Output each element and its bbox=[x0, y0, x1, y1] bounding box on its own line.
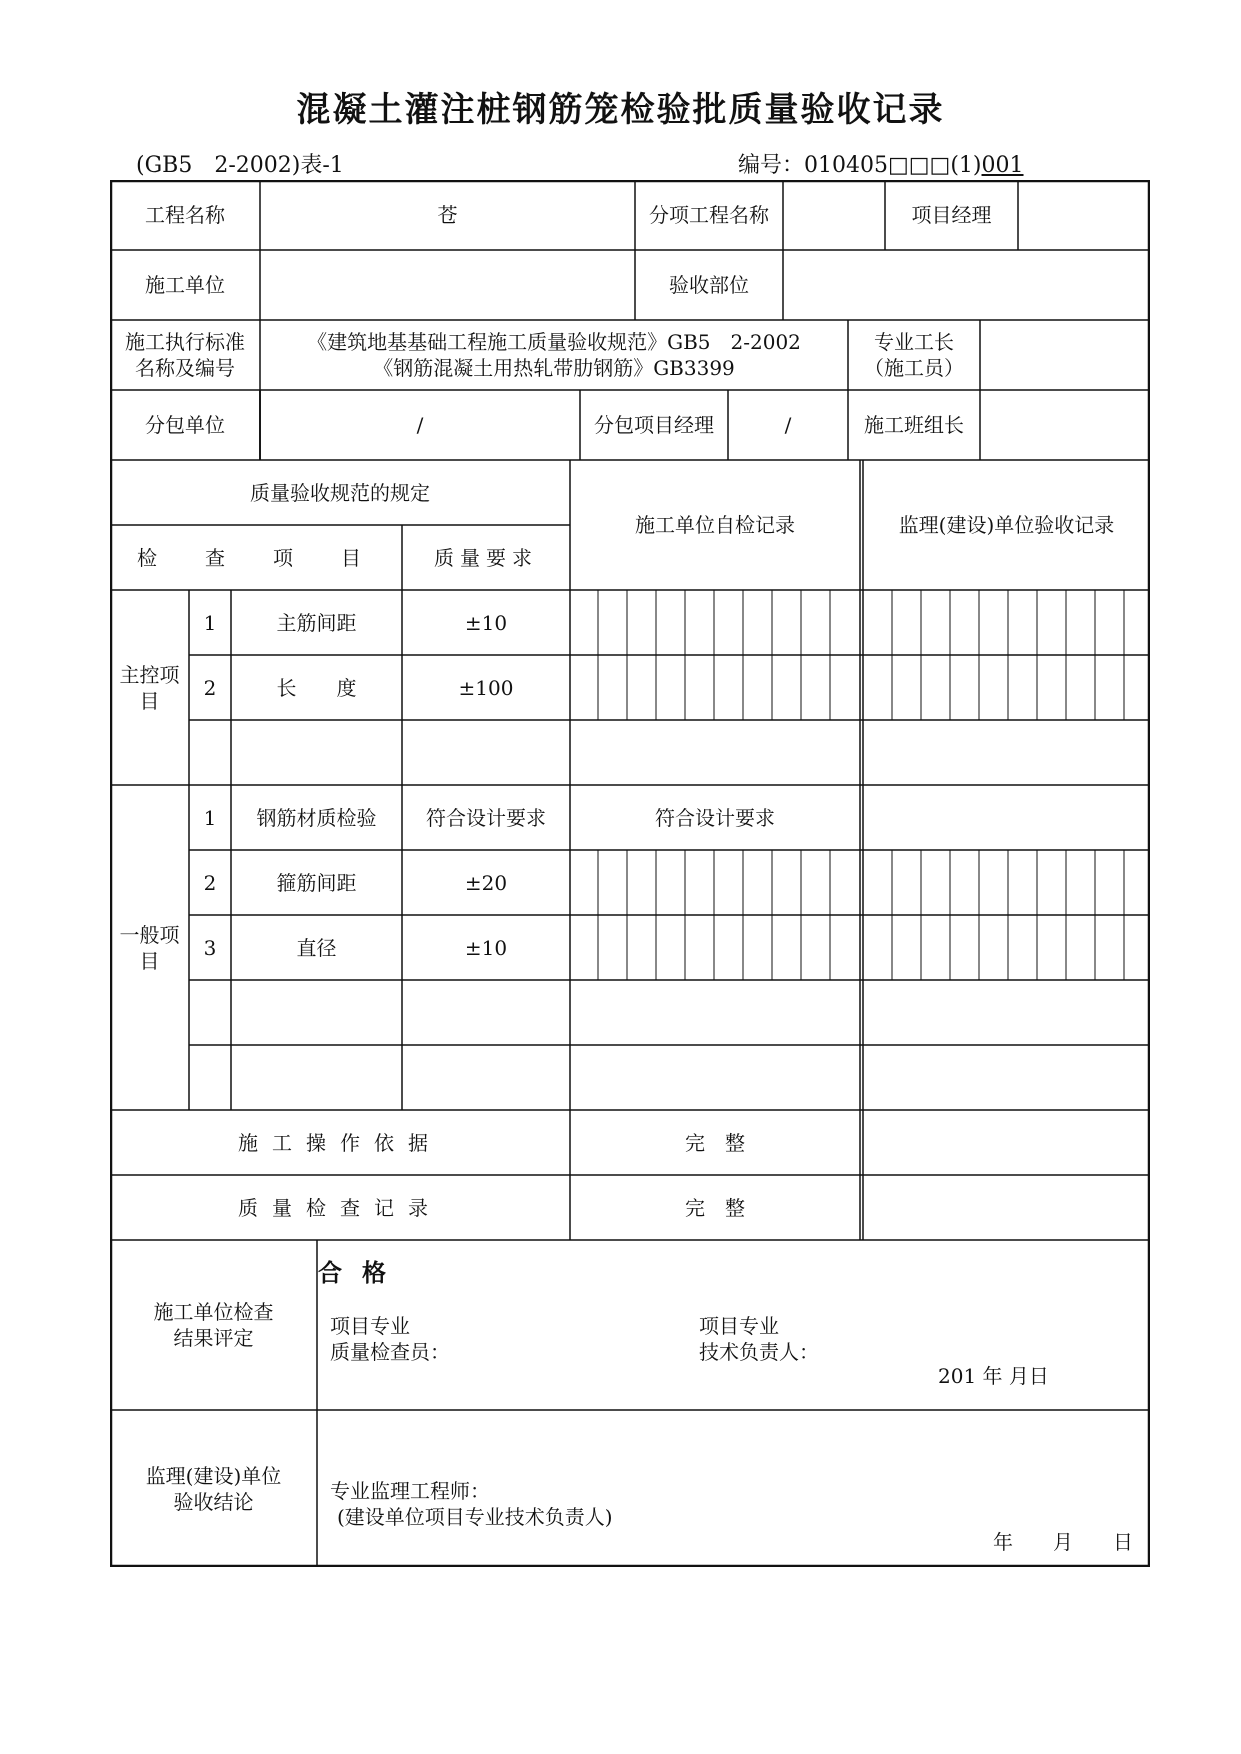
requirement-header: 质量要求 bbox=[434, 545, 538, 570]
main-item-no: 2 bbox=[203, 675, 217, 700]
general-item-record: 符合设计要求 bbox=[655, 805, 775, 830]
project-manager-label: 项目经理 bbox=[911, 203, 992, 227]
check-item-header: 检 查 项 目 bbox=[137, 545, 375, 570]
main-item-requirement: ±100 bbox=[458, 675, 514, 700]
page-title: 混凝土灌注桩钢筋笼检验批质量验收记录 bbox=[296, 90, 945, 130]
general-item-requirement: ±20 bbox=[464, 870, 508, 895]
general-item-requirement: 符合设计要求 bbox=[426, 805, 546, 830]
foreman-label bbox=[848, 320, 980, 390]
tech-lead-label-line1: 项目专业 bbox=[699, 1314, 779, 1338]
contractor-label: 施工单位 bbox=[145, 273, 225, 297]
operation-basis-label: 施工操作依据 bbox=[238, 1130, 442, 1155]
team-leader-label: 施工班组长 bbox=[864, 413, 964, 437]
standard-code: (GB5 2-2002)表-1 bbox=[136, 153, 344, 178]
quality-record-label: 质量检查记录 bbox=[238, 1195, 442, 1220]
supervisor-result-label-line1: 监理(建设)单位 bbox=[145, 1463, 282, 1488]
main-item-name: 长 度 bbox=[276, 675, 357, 700]
acceptance-part-label: 验收部位 bbox=[669, 273, 749, 297]
self-check-header: 施工单位自检记录 bbox=[635, 513, 795, 537]
foreman-label-line2: （施工员） bbox=[864, 356, 964, 380]
subcontractor-value: / bbox=[416, 413, 424, 437]
contractor-result-date: 201 年 月日 bbox=[938, 1364, 1049, 1388]
subcontractor-label: 分包单位 bbox=[145, 413, 225, 437]
standard-value bbox=[260, 320, 848, 390]
tech-lead-label-line2: 技术负责人： bbox=[699, 1340, 819, 1364]
general-item-no: 1 bbox=[203, 805, 217, 830]
main-item-requirement: ±10 bbox=[464, 610, 508, 635]
sub-project-label: 分项工程名称 bbox=[649, 203, 769, 227]
quality-record-value: 完 整 bbox=[685, 1195, 745, 1220]
spec-section-label: 质量验收规范的规定 bbox=[250, 480, 430, 505]
standard-value-line1: 《建筑地基基础工程施工质量验收规范》GB5 2-2002 bbox=[307, 330, 801, 354]
supervisor-record-header: 监理(建设)单位验收记录 bbox=[898, 513, 1115, 537]
main-item-name: 主筋间距 bbox=[276, 610, 357, 635]
inspector-label-line2: 质量检查员： bbox=[330, 1340, 450, 1364]
standard-label-line2: 名称及编号 bbox=[135, 356, 235, 380]
general-item-name: 箍筋间距 bbox=[276, 870, 357, 895]
general-item-no: 2 bbox=[203, 870, 217, 895]
contractor-verdict: 合格 bbox=[318, 1258, 406, 1287]
standard-label-line1: 施工执行标准 bbox=[125, 330, 245, 354]
main-item-no: 1 bbox=[203, 610, 217, 635]
inspector-label-line1: 项目专业 bbox=[330, 1314, 410, 1338]
supervisor-result-label-line2: 验收结论 bbox=[173, 1489, 254, 1514]
supervisor-result-date: 年 月 日 bbox=[993, 1530, 1133, 1554]
foreman-label-line1: 专业工长 bbox=[874, 330, 954, 354]
sub-manager-label: 分包项目经理 bbox=[594, 413, 714, 437]
contractor-result-label-line1: 施工单位检查 bbox=[153, 1300, 274, 1324]
general-item-requirement: ±10 bbox=[464, 935, 508, 960]
general-item-name: 直径 bbox=[296, 935, 337, 960]
main-control-label-line2: 目 bbox=[139, 688, 160, 713]
sub-manager-value: / bbox=[784, 413, 792, 437]
record-number bbox=[738, 148, 1024, 179]
general-label bbox=[110, 785, 189, 1110]
general-label-line1: 一般项 bbox=[119, 922, 180, 947]
contractor-result-label-line2: 结果评定 bbox=[173, 1326, 254, 1350]
contractor-result-label bbox=[110, 1240, 317, 1410]
inspection-form bbox=[110, 180, 1150, 1567]
supervisor-result-label bbox=[110, 1410, 317, 1567]
record-number-value: 001 bbox=[981, 153, 1024, 178]
main-control-label-line1: 主控项 bbox=[119, 662, 180, 687]
standard-label bbox=[110, 320, 260, 390]
main-control-label bbox=[110, 590, 189, 785]
project-name-value: 苍 bbox=[437, 203, 458, 227]
general-item-name: 钢筋材质检验 bbox=[256, 805, 377, 830]
general-item-no: 3 bbox=[203, 935, 217, 960]
owner-tech-lead-label: (建设单位项目专业技术负责人) bbox=[337, 1505, 613, 1529]
project-name-label: 工程名称 bbox=[145, 203, 225, 227]
operation-basis-value: 完 整 bbox=[685, 1130, 745, 1155]
record-number-label: 编号：010405□□□(1) bbox=[738, 153, 982, 178]
supervisor-engineer-label: 专业监理工程师： bbox=[330, 1479, 490, 1503]
general-label-line2: 目 bbox=[139, 948, 160, 973]
standard-value-line2: 《钢筋混凝土用热轧带肋钢筋》GB3399 bbox=[373, 356, 735, 380]
